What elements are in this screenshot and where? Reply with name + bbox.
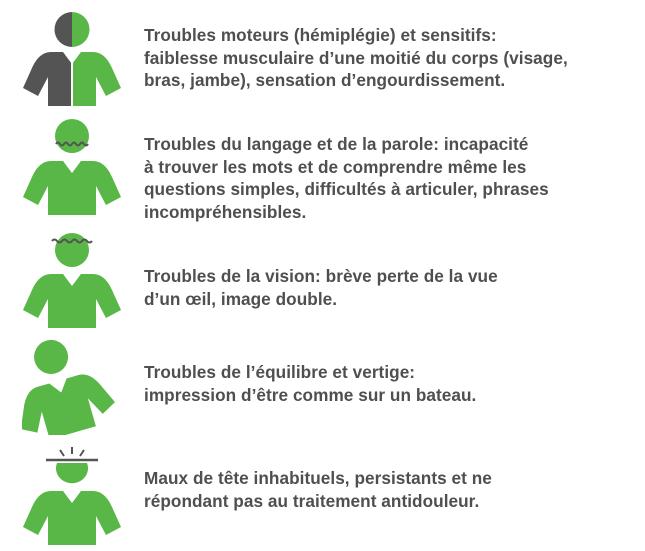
- headache-icon: [22, 447, 122, 547]
- symptom-balance-text: Troubles de l’équilibre et vertige: impression d’être comme sur un bateau.: [144, 362, 477, 405]
- vision-disorder-icon: [22, 228, 122, 328]
- half-body-paralysis-icon: [22, 8, 122, 108]
- balance-vertigo-icon: [22, 335, 122, 435]
- symptom-headache-text: Maux de tête inhabituels, persistants et ne répondant pas au traitement antidouleur.: [144, 468, 492, 511]
- symptom-motor-text: Troubles moteurs (hémiplégie) et sensitifs: faiblesse musculaire d’une moitié du corps (visage, bras, jambe), sensation d’engourdissement.: [144, 25, 568, 90]
- symptom-vision-text: Troubles de la vision: brève perte de la vue d’un œil, image double.: [144, 266, 498, 309]
- symptom-speech-text: Troubles du langage et de la parole: incapacité à trouver les mots et de comprendre même les questions simples, difficultés à articuler, phrases incompréhensibles.: [144, 134, 549, 222]
- speech-disorder-icon: [22, 117, 122, 217]
